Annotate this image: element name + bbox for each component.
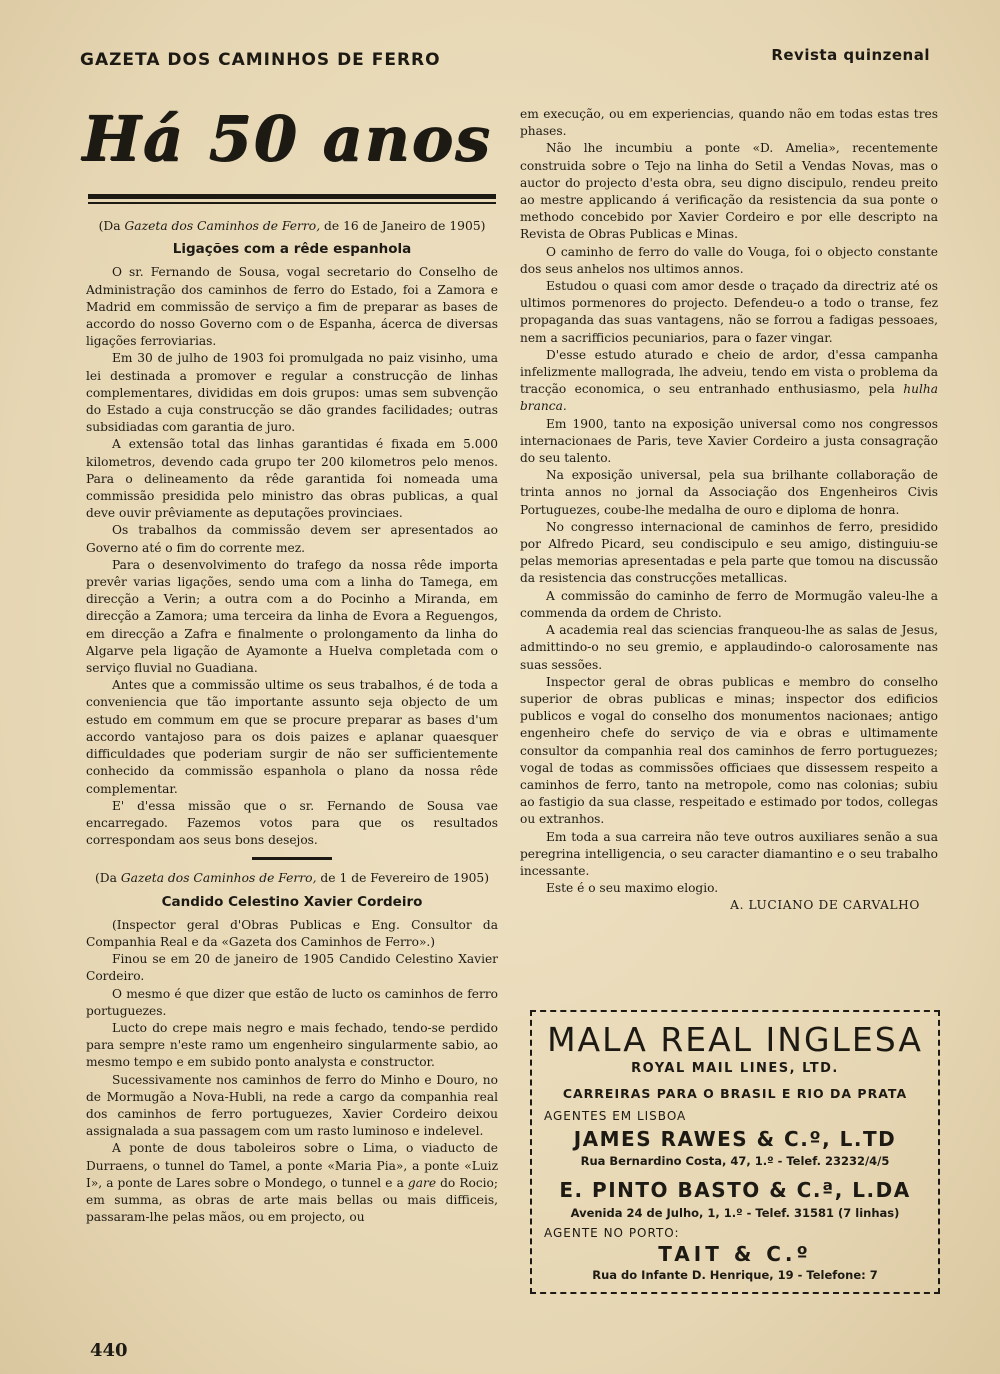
paragraph: O caminho de ferro do valle do Vouga, foi o objecto constante dos seus anhelos nos ultimos annos. [520,244,938,276]
paragraph: Inspector geral de obras publicas e membro do conselho superior de obras publicas e minas; inspector dos edificios publicos e vogal do conselho dos monumentos nacionaes; antigo engenheiro chefe do serviço de via e obras e ultimamente consultor da companhia real dos caminhos de ferro portuguezes; vogal de todas as commissões officiaes que dissessem respeito a caminhos de ferro, tanto na metropole, como nas colonias; subiu ao fastigio da sua classe, respeitado e estimado por todos, collegas ou extranhos. [520,674,938,827]
paragraph: Os trabalhos da commissão devem ser apresentados ao Governo até o fim do corrente mez. [86,523,498,555]
paragraph: Em 30 de julho de 1903 foi promulgada no paiz visinho, uma lei destinada a promover e regular a construcção de linhas complementares, divididas em dois grupos: umas sem subvenção do Estado a cuja construcção se dão grandes facilidades; outras subsidiadas com garantia de juro. [86,351,498,435]
ad-agents-lisbon: AGENTES EM LISBOA [544,1109,687,1123]
paragraph: No congresso internacional de caminhos de ferro, presidido por Alfredo Picard, seu condiscipulo e seu amigo, distinguiu-se pelas memorias apresentadas e pela parte que tomou na discussão da resistencia das construcções metallicas. [520,519,938,586]
ad-agent-porto: AGENTE NO PORTO: [544,1226,680,1240]
section-title-2: Candido Celestino Xavier Cordeiro [161,893,423,910]
ad-agent-3-address: Rua do Infante D. Henrique, 19 - Telefone: 7 [592,1268,878,1282]
author-signature: A. LUCIANO DE CARVALHO [730,898,920,913]
paragraph: O sr. Fernando de Sousa, vogal secretario do Conselho de Administração dos caminhos de ferro do Estado, foi a Zamora e Madrid em commissão de serviço a fim de preparar as bases de accordo do nosso Governo com o de Espanha, ácerca de diversas ligações ferroviarias. [86,265,498,349]
page-title: Há 50 anos [82,102,492,175]
section-title-1: Ligações com a rêde espanhola [172,241,412,258]
paragraph: Finou se em 20 de janeiro de 1905 Candido Celestino Xavier Cordeiro. [86,952,498,984]
ad-agent-1-address: Rua Bernardino Costa, 47, 1.º - Telef. 23232/4/5 [580,1154,890,1168]
paragraph: Na exposição universal, pela sua brilhante collaboração de trinta annos no jornal da Associação dos Engenheiros Civis Portuguezes, coube-lhe medalha de ouro e diploma de honra. [520,468,938,517]
ad-company-name: MALA REAL INGLESA [547,1020,923,1059]
paragraph: A extensão total das linhas garantidas é fixada em 5.000 kilometros, devendo cada grupo ter 200 kilometros pelo menos. Para o delineamento da rêde garantida foi nomeada uma commissão presidida pelo ministro das obras publicas, a qual deve ouvir prêviamente as deputações provinciaes. [86,437,498,521]
periodicity: Revista quinzenal [771,46,930,64]
paragraph: A ponte de dous taboleiros sobre o Lima, o viaducto de Durraens, o tunnel do Tamel, a ponte «Maria Pia», a ponte «Luiz I», a ponte de Lares sobre o Mondego, o tunnel e a gare do Rocio; em summa, as obras de arte mais bellas ou mais difficeis, passaram-lhe pelas mãos, ou em projecto, ou [86,1141,499,1225]
paragraph: Não lhe incumbiu a ponte «D. Amelia», recentemente construida sobre o Tejo na linha do Setil a Vendas Novas, mas o auctor do projecto d'esta obra, seu digno discipulo, rendeu preito ao mestre applicando á verificação da resistencia da sua ponte o methodo concebido por Xavier Cordeiro e por elle descripto na Revista de Obras Publicas e Minas. [520,141,938,242]
paragraph: (Inspector geral d'Obras Publicas e Eng. Consultor da Companhia Real e da «Gazeta dos Caminhos de Ferro».) [86,917,498,949]
journal-title: GAZETA DOS CAMINHOS DE FERRO [80,50,441,70]
paragraph: D'esse estudo aturado e cheio de ardor, d'essa campanha infelizmente mallograda, lhe adveiu, tendo em vista o problema da tracção economica, o seu entranhado enthusiasmo, pela hulha branca. [520,347,938,414]
paragraph: Antes que a commissão ultime os seus trabalhos, é de toda a conveniencia que tão importante assunto seja objecto de um estudo em commum em que se procure preparar as bases d'um accordo vantajoso para os dois paizes e aplanar quaesquer difficuldades que poderiam surgir de não ser sufficientemente conhecido da commissão espanhola o plano da nossa rêde complementar. [86,678,498,796]
ad-routes: CARREIRAS PARA O BRASIL E RIO DA PRATA [562,1086,908,1101]
ad-agent-3: TAIT & C.º [658,1242,812,1266]
ad-agent-2: E. PINTO BASTO & C.ª, L.DA [559,1178,911,1202]
paragraph: Estudou o quasi com amor desde o traçado da directriz até os ultimos pormenores do projecto. Defendeu-o a todo o transe, fez propaganda das suas vantagens, não se forrou a fadigas pessoaes, nem a sacrifficios pecuniarios, para o fazer vingar. [520,279,938,345]
source-note-2: (Da Gazeta dos Caminhos de Ferro, de 1 de Fevereiro de 1905) [94,871,490,886]
page-number: 440 [90,1340,128,1361]
paragraph: Para o desenvolvimento do trafego da nossa rêde importa prevêr varias ligações, sendo uma com a linha do Tamega, em direcção a Verin; a outra com a do Pocinho a Miranda, em direcção a Zamora; uma terceira da linha de Evora a Reguengos, em direcção a Zafra e finalmente o prolongamento da linha do Algarve pela ligação de Ayamonte a Huelva completada com o serviço fluvial no Guadiana. [86,557,498,676]
paragraph: Em 1900, tanto na exposição universal como nos congressos internacionaes de Paris, teve Xavier Cordeiro a justa consagração do seu talento. [520,416,938,466]
ad-agent-1: JAMES RAWES & C.º, L.TD [573,1127,897,1151]
advertisement-box [530,1010,940,1294]
separator-rule [252,857,332,860]
paragraph: Em toda a sua carreira não teve outros auxiliares senão a sua peregrina intelligencia, o seu caracter diamantino e o seu trabalho incessante. [520,829,938,878]
paragraph: A academia real das sciencias franqueou-lhe as salas de Jesus, admittindo-o no seu gremio, e applaudindo-o calorosamente nas suas sessões. [520,623,938,672]
paragraph: Sucessivamente nos caminhos de ferro do Minho e Douro, no de Mormugão a Nova-Hubli, na rede a cargo da companhia real dos caminhos de ferro portuguezes, Xavier Cordeiro deixou assignalada a sua passagem com um rasto luminoso e indelevel. [86,1072,498,1139]
left-column [86,218,498,1226]
paragraph: O mesmo é que dizer que estão de lucto os caminhos de ferro portuguezes. [86,986,498,1018]
paragraph: E' d'essa missão que o sr. Fernando de Sousa vae encarregado. Fazemos votos para que os resultados correspondam aos seus bons desejos. [86,798,498,848]
title-rule [88,194,496,199]
source-note-1: (Da Gazeta dos Caminhos de Ferro, de 16 de Janeiro de 1905) [98,219,486,233]
paragraph: Este é o seu maximo elogio. [546,881,719,896]
ad-agent-2-address: Avenida 24 de Julho, 1, 1.º - Telef. 31581 (7 linhas) [570,1206,900,1220]
paragraph: A commissão do caminho de ferro de Mormugão valeu-lhe a commenda da ordem de Christo. [520,588,938,620]
title-rule-thin [88,202,496,204]
paragraph: em execução, ou em experiencias, quando não em todas estas tres phases. [520,107,938,139]
right-column [520,106,938,915]
paragraph: Lucto do crepe mais negro e mais fechado, tendo-se perdido para sempre n'este ramo um engenheiro singularmente sabio, ao mesmo tempo e em subido ponto analysta e constructor. [86,1020,498,1070]
ad-subtitle: ROYAL MAIL LINES, LTD. [631,1061,839,1076]
